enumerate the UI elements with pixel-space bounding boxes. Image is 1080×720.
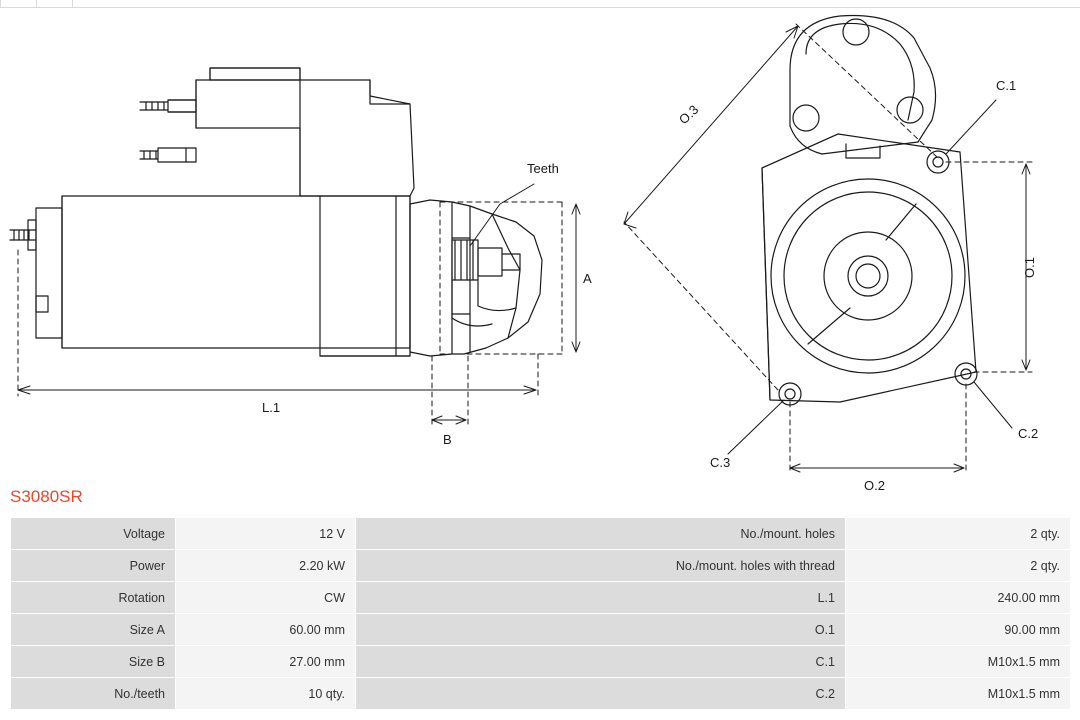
spec-value: 2 qty. <box>846 550 1071 582</box>
label-o3: O.3 <box>675 101 702 128</box>
table-row <box>11 614 1071 646</box>
spec-value: 90.00 mm <box>846 614 1071 646</box>
spec-label: L.1 <box>356 582 846 614</box>
label-o1: O.1 <box>1022 257 1037 278</box>
spec-value: M10x1.5 mm <box>846 646 1071 678</box>
label-a: A <box>583 271 592 286</box>
spec-label: No./mount. holes with thread <box>356 550 846 582</box>
spec-label: Power <box>11 550 176 582</box>
label-c2: C.2 <box>1018 426 1039 441</box>
spec-label: Size A <box>11 614 176 646</box>
table-row <box>11 582 1071 614</box>
specifications-table <box>10 517 1071 710</box>
spec-label: Rotation <box>11 582 176 614</box>
spec-value: 10 qty. <box>176 678 356 710</box>
label-b: B <box>443 432 452 447</box>
spec-value: CW <box>176 582 356 614</box>
top-ruler-bar <box>0 0 1080 8</box>
spec-label: Voltage <box>11 518 176 550</box>
spec-value: 240.00 mm <box>846 582 1071 614</box>
spec-label: No./mount. holes <box>356 518 846 550</box>
label-teeth: Teeth <box>527 161 559 176</box>
label-c3: C.3 <box>710 455 731 470</box>
spec-value: 60.00 mm <box>176 614 356 646</box>
spec-label: C.1 <box>356 646 846 678</box>
spec-label: C.2 <box>356 678 846 710</box>
label-c1: C.1 <box>996 78 1017 93</box>
spec-label: No./teeth <box>11 678 176 710</box>
spec-label: O.1 <box>356 614 846 646</box>
table-row <box>11 646 1071 678</box>
technical-drawing <box>0 8 1080 493</box>
label-o2: O.2 <box>864 478 885 493</box>
spec-value: 2 qty. <box>846 518 1071 550</box>
table-row <box>11 678 1071 710</box>
spec-value: 12 V <box>176 518 356 550</box>
table-row <box>11 518 1071 550</box>
part-number: S3080SR <box>10 487 83 506</box>
table-row <box>11 550 1071 582</box>
spec-value: 27.00 mm <box>176 646 356 678</box>
spec-label: Size B <box>11 646 176 678</box>
label-l1: L.1 <box>262 400 281 415</box>
spec-value: M10x1.5 mm <box>846 678 1071 710</box>
spec-value: 2.20 kW <box>176 550 356 582</box>
